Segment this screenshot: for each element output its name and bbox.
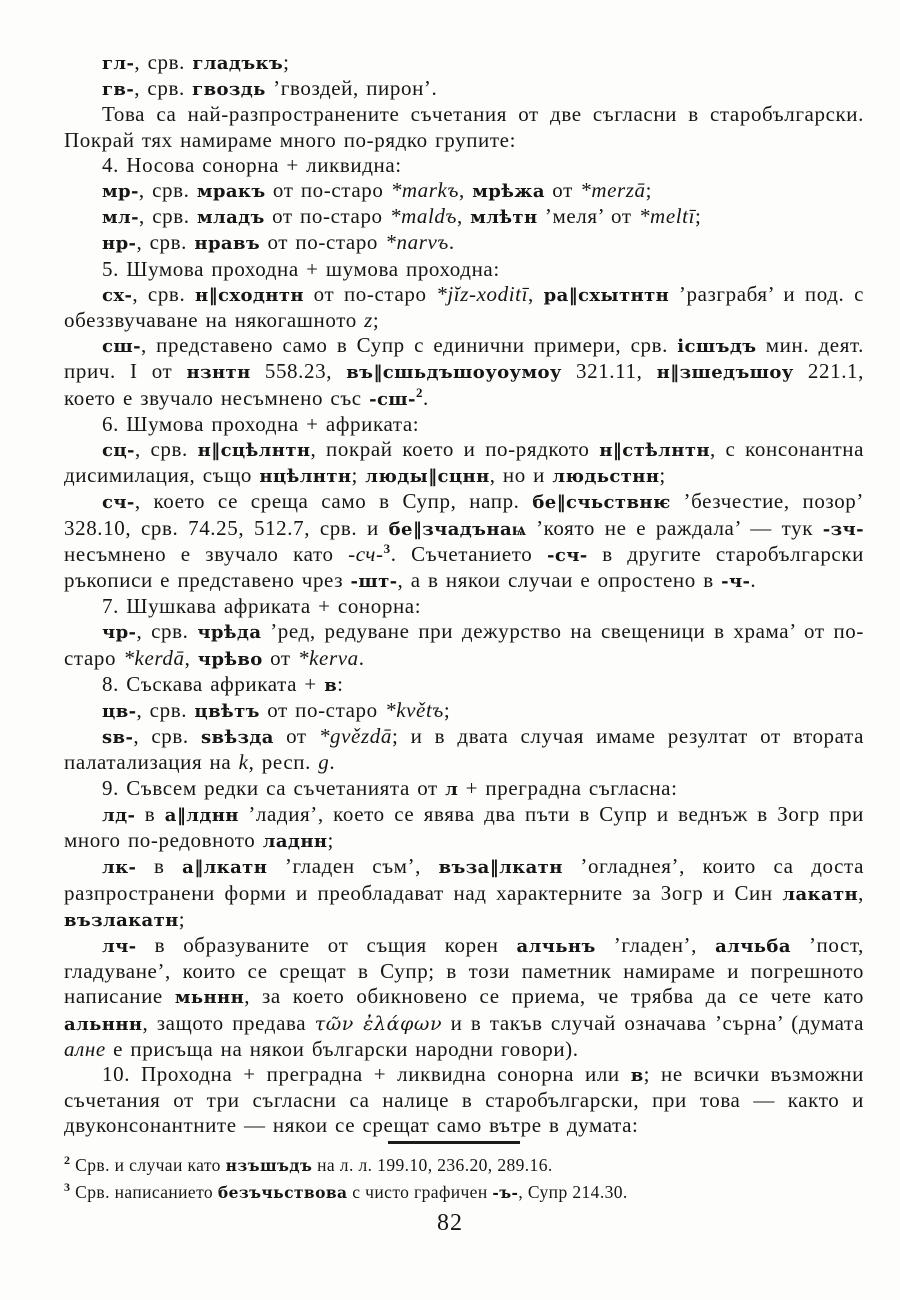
text-run: , което се среща само в Супр, напр. [134,489,533,514]
text-run: 558.23, [250,359,347,384]
ocs-word: мрѣжа [472,181,545,203]
paragraph [64,698,864,724]
ocs-word: мьннн [174,987,245,1009]
ocs-word: л [445,778,459,800]
text-run: , [858,880,864,905]
latin-protoform: *kerva [298,645,359,670]
text-run: от по-старо [303,281,437,306]
text-run: ; [443,698,451,723]
ocs-word: сч- [102,492,135,514]
text-run: 321.11, [561,359,657,384]
text-run: ; [327,828,334,853]
latin-protoform: *kerdā [123,645,185,670]
paragraph [64,153,864,178]
text-run: , с консонантна дисимилация, също [64,437,864,488]
ocs-word: чрѣда [197,622,262,644]
ocs-word: нцѣлнтн [259,466,352,488]
text-run: ’пост, гладуване’, които се срещат в Супр; в този паметник намираме и погрешното написание [64,932,864,1009]
ocs-word: -сш- [369,388,416,410]
footnote [64,1152,864,1179]
latin-protoform: *gvězdā [318,724,392,749]
ocs-word: бе‖счьствнѥ [532,492,671,514]
ocs-word: сх- [102,284,133,306]
text-run: от [262,645,299,670]
text-run: от [544,178,581,203]
ocs-word: ладнн [262,831,328,853]
ocs-word: гвоздь [192,79,266,101]
paragraph [64,257,864,282]
ocs-word: нр- [102,233,137,255]
paragraph [64,50,864,76]
text-run: , представено само в Супр с единични примери, срв. [140,333,678,358]
text-run: Срв. написанието [70,1182,218,1202]
ocs-word: лакатн [782,883,859,905]
ocs-word: млѣтн [470,207,538,229]
latin-protoform: *meltī [638,204,696,229]
paragraph [64,282,864,333]
text-run: ’гладен’, [595,932,716,957]
text-run: в другите старобългарски ръкописи е представено чрез [64,541,864,593]
ocs-word: -ч- [721,571,751,593]
ocs-word: -зч- [822,518,864,540]
ocs-word: безъчьствова [217,1183,348,1202]
text-run: с чисто графичен [347,1182,493,1202]
text-run: ’ладия’, което се явява два пъти в Супр и веднъж в Зогр при много по-редовното [64,801,865,853]
latin-protoform: *maldъ [390,204,457,229]
latin-protoform: *merzā [580,178,646,203]
text-run: , а в някои случаи е опростено в [397,568,722,593]
text-run: е присъща на някои български народни говори). [105,1036,579,1061]
ocs-word: сц- [102,440,135,462]
text-run: от [273,724,319,749]
latin-protoform: k [238,750,249,775]
text-run: от по-старо [259,698,386,723]
text-run: от по-старо [260,230,386,255]
ocs-word: н‖зшедъшоу [656,362,794,384]
ocs-word: в [630,1064,644,1086]
text-run: ; не всички възможни съчетания от три съгласни са налице в старобългарски, при това — както и двуконсонантните — някои се срещат само вътре в думата: [64,1061,864,1138]
text-run: Това са най-разпространените съчетания от две съгласни в старобългарски. Покрай тях намираме много по-рядко групите: [64,102,864,152]
ocs-word: н‖стѣлнтн [599,440,710,462]
ocs-word: гв- [102,79,135,101]
ocs-word: лд- [102,804,136,826]
footnote-separator [388,1141,520,1144]
ocs-word: -ъ- [492,1183,519,1202]
latin-protoform: *markъ [390,178,459,203]
ocs-word: ѕв- [102,727,134,749]
text-run: ’гладен съм’, [267,854,439,879]
text-run: , защото предава [142,1010,315,1035]
paragraph [64,776,864,802]
paragraph [64,230,864,256]
text-run: 4. Носова сонорна + ликвидна: [102,152,402,177]
ocs-word: сш- [102,336,141,358]
footnote [64,1179,864,1206]
page-number: 82 [437,1210,463,1236]
paragraph [64,802,864,854]
ocs-word: алчьнъ [516,935,596,957]
footnote-marker: 2 [415,384,424,400]
text-run: , срв. [132,281,195,306]
text-run: , [184,645,198,670]
text-run: мин. деят. прич. I от [64,333,864,384]
text-run: . Съчетанието [390,541,547,566]
text-run: 221.1, което е звучало несъмнено със [64,359,865,410]
text-run: ’разграбя’ и под. с обеззвучаване на някогашното [64,281,865,333]
paragraph [64,76,864,102]
ocs-word: лк- [102,857,137,879]
ocs-word: альннн [64,1013,143,1035]
text-run: , [457,204,471,229]
text-run: , срв. [136,698,195,723]
text-run: , срв. [136,230,195,255]
greek-phrase: τῶν ἐλάφων [314,1012,443,1035]
paragraph [64,204,864,230]
text-run: несъмнено е звучало като [64,541,349,566]
paragraph [64,178,864,204]
ocs-word: -сч- [546,544,588,566]
text-run: , срв. [138,178,197,203]
text-run: ; [645,178,653,203]
footnotes [64,1152,864,1206]
ocs-word: н‖сцѣлнтн [197,440,311,462]
text-run: ’гвоздей, пирон’. [265,76,438,101]
footnote-marker: 3 [64,1180,71,1195]
latin-protoform: *květъ [385,698,444,723]
text-run: в [135,801,165,826]
text-run: 10. Проходна + преградна + ликвидна сонорна или [102,1061,631,1086]
paragraph [64,619,864,671]
text-run: ; [178,906,186,931]
paragraph [64,412,864,437]
ocs-word: въза‖лкатн [438,857,563,879]
ocs-word: мл- [102,207,139,229]
text-run: от по-старо [265,178,391,203]
text-run: Срв. и случаи като [70,1155,226,1175]
ocs-word: цвѣтъ [194,701,260,723]
ocs-word: людьстнн [552,466,660,488]
text-run: , срв. [139,204,197,229]
text-run: , за което обикновено се приема, че трябва да се чете като [244,984,864,1009]
text-run: 9. Съвсем редки са съчетанията от [102,775,446,800]
ocs-word: лч- [102,935,137,957]
paragraph [64,333,864,412]
text-run: на л. л. 199.10, 236.20, 289.16. [312,1155,553,1175]
text-run: 5. Шумова проходна + шумова проходна: [102,256,500,281]
ocs-word: ісшъдъ [677,336,757,358]
text-run: 6. Шумова проходна + африката: [102,411,420,436]
latin-protoform: алне [64,1036,106,1061]
ocs-word: бе‖зчадънаѩ [388,518,527,540]
text-run: , срв. [134,437,198,462]
ocs-word: младъ [196,207,265,229]
latin-protoform: -сч- [348,541,384,566]
latin-protoform: z [364,308,373,333]
text-run: ; [283,50,290,74]
ocs-word: мр- [102,181,139,203]
text-run: , срв. [136,619,198,644]
text-run: ; [351,463,366,488]
page-body [64,50,864,1139]
ocs-word: нзнтн [186,362,251,384]
text-run: 7. Шушкава африката + сонорна: [102,594,422,619]
text-run: , покрай което и по-рядкото [310,437,600,462]
text-run: 8. Съскава африката + [102,671,325,696]
text-run: ’меля’ от [537,204,639,229]
paragraph [64,933,864,1062]
text-run: ; и в двата случая имаме резултат от втората палатализация на [64,724,864,775]
ocs-word: цв- [102,701,137,723]
paragraph [64,437,864,489]
ocs-word: -шт- [350,571,398,593]
ocs-word: а‖лднн [164,804,239,826]
paragraph [64,102,864,152]
text-run: от по-старо [264,204,390,229]
ocs-word: гладъкъ [192,53,284,74]
ocs-word: в [324,674,338,696]
text-run: , срв. [134,76,193,101]
text-run: . [423,385,429,410]
text-run: ’огладнея’, които са доста разпространени форми и преобладават над характерните за Зогр и Син [64,854,864,905]
ocs-word: нзъшъдъ [225,1156,313,1175]
ocs-word: чрѣво [197,648,263,670]
paragraph [64,1062,864,1139]
ocs-word: а‖лкатн [182,857,268,879]
text-run: , [458,178,473,203]
ocs-word: ра‖схытнтн [543,284,670,306]
ocs-word: нравъ [194,233,261,255]
footnote-marker: 2 [64,1153,71,1168]
text-run: . [329,750,336,775]
text-run: в образуваните от същия корен [136,932,517,957]
text-run: , респ. [248,750,319,775]
text-run: ’ред, редуване при дежурство на свещеници в храма’ от по-старо [64,619,864,670]
paragraph [64,672,864,698]
ocs-word: люды‖сцнн [365,466,490,488]
footnote-marker: 3 [383,540,391,556]
latin-protoform: *jĭz-xoditī [436,281,529,306]
text-run: , срв. [134,50,193,74]
text-run: + преградна съгласна: [458,775,678,800]
ocs-word: н‖сходнтн [195,284,304,306]
text-run: ; [372,308,380,333]
text-run: . [358,645,365,670]
ocs-word: мракъ [196,181,266,203]
text-run: , [528,281,544,306]
text-run: ’която не е раждала’ — тук [526,515,823,540]
text-run: ; [659,463,666,488]
ocs-word: възлакатн [64,909,179,931]
text-run: ; [695,204,702,229]
text-run: . [448,230,455,255]
latin-protoform: g [318,750,330,775]
latin-protoform: *narvъ [385,230,449,255]
text-run: , Супр 214.30. [518,1182,628,1202]
text-run: , срв. [133,724,202,749]
text-run: и в такъв случай означава ’сърна’ (думата [442,1010,865,1035]
ocs-word: ѕвѣзда [201,727,274,749]
ocs-word: гл- [102,53,135,74]
ocs-word: въ‖сшьдъшоуоумоу [346,362,562,384]
paragraph [64,594,864,619]
text-run: . [750,568,757,593]
text-run: ’безчестие, позор’ 328.10, срв. 74.25, 512.7, срв. и [64,489,864,540]
paragraph [64,854,864,933]
text-run: , но и [489,463,553,488]
paragraph [64,724,864,775]
ocs-word: чр- [102,622,137,644]
paragraph [64,489,864,594]
ocs-word: алчьба [715,935,791,957]
text-run: в [136,854,183,879]
text-run: : [337,671,344,696]
